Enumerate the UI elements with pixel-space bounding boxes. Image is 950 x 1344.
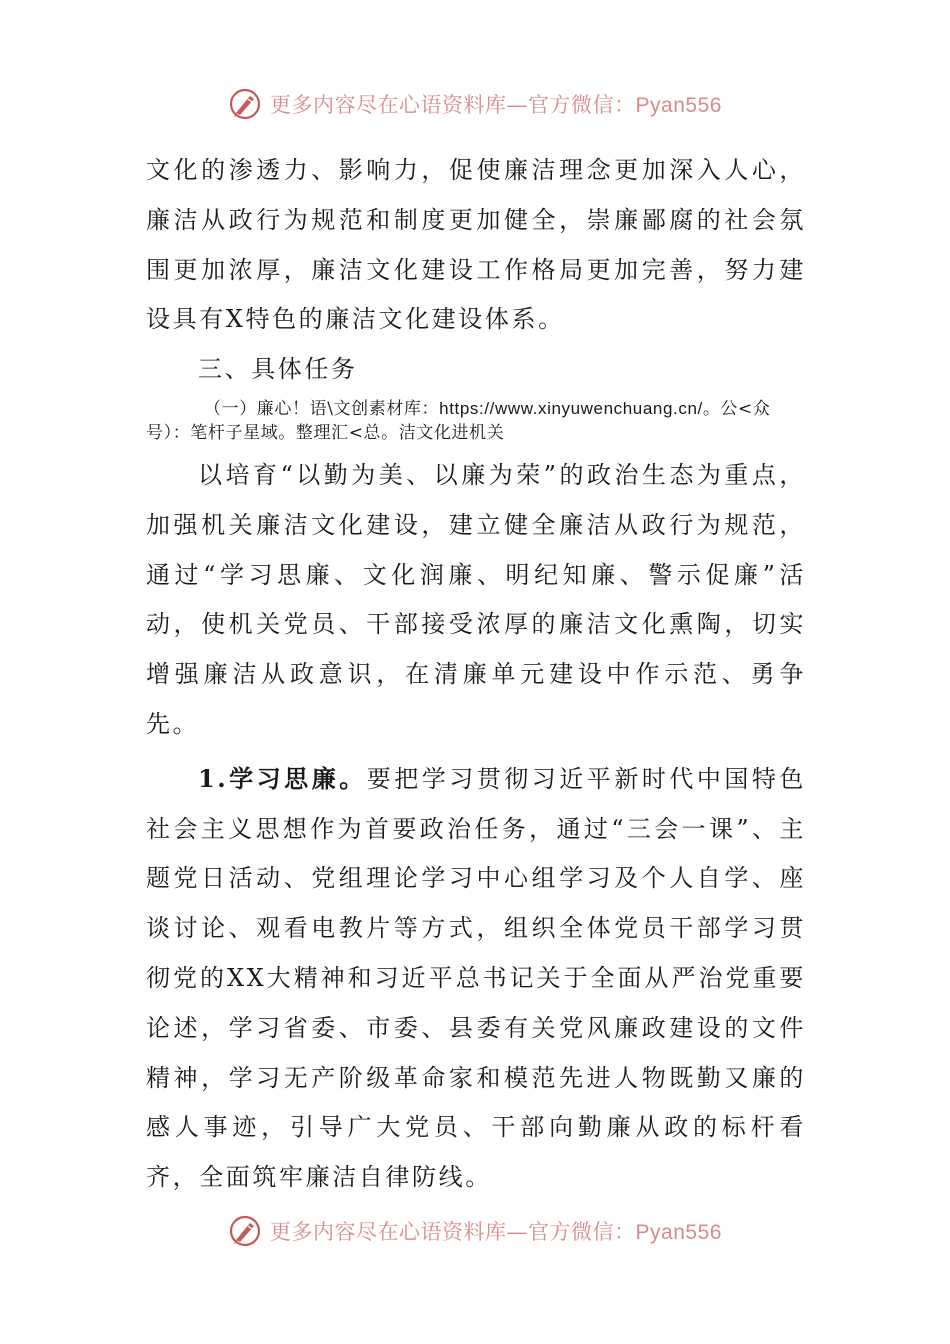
watermark-text: 更多内容尽在心语资料库—官方微信：Pyan556	[270, 93, 722, 117]
paragraph-intro-continuation: 文化的渗透力、影响力，促使廉洁理念更加深入人心，廉洁从政行为规范和制度更加健全，崇廉鄙腐的社会氛围更加浓厚，廉洁文化建设工作格局更加完善，努力建设具有X特色的廉洁文化建设体系。	[146, 156, 806, 334]
paragraph-study-integrity: 1.学习思廉。要把学习贯彻习近平新时代中国特色社会主义思想作为首要政治任务，通过“三会一课”、主题党日活动、党组理论学习中心组学习及个人自学、座谈讨论、观看电教片等方式，组织全体党员干部学习贯彻党的XX大精神和习近平总书记关于全面从严治党重要论述，学习省委、市委、县委有关党风廉政建设的文件精神，学习无产阶级革命家和模范先进人物既勤又廉的感人事迹，引导广大党员、干部向勤廉从政的标杆看齐，全面筑牢廉洁自律防线。	[146, 763, 806, 1192]
watermark-text: 更多内容尽在心语资料库—官方微信：Pyan556	[270, 1220, 722, 1244]
subsection-heading-1: （一）廉心！语\文创素材库：https://www.xinyuwenchuang.cn/。公<众号）：笔杆子星域。整理汇<总。洁文化进机关	[146, 398, 771, 443]
pen-nib-circle-icon	[228, 87, 262, 121]
section-heading-specific-tasks: 三、具体任务	[198, 355, 358, 384]
pen-nib-circle-icon	[228, 1214, 262, 1248]
document-body	[146, 146, 806, 1203]
item-title-study-integrity: 1.学习思廉。	[198, 763, 367, 793]
source-url-text: https://www.xinyuwenchuang.cn/	[439, 398, 703, 418]
paragraph-agency-culture: 以培育“以勤为美、以廉为荣”的政治生态为重点，加强机关廉洁文化建设，建立健全廉洁从政行为规范，通过“学习思廉、文化润廉、明纪知廉、警示促廉”活动，使机关党员、干部接受浓厚的廉洁文化熏陶，切实增强廉洁从政意识，在清廉单元建设中作示范、勇争先。	[146, 460, 806, 738]
watermark-header	[0, 82, 950, 126]
watermark-footer	[0, 1209, 950, 1253]
